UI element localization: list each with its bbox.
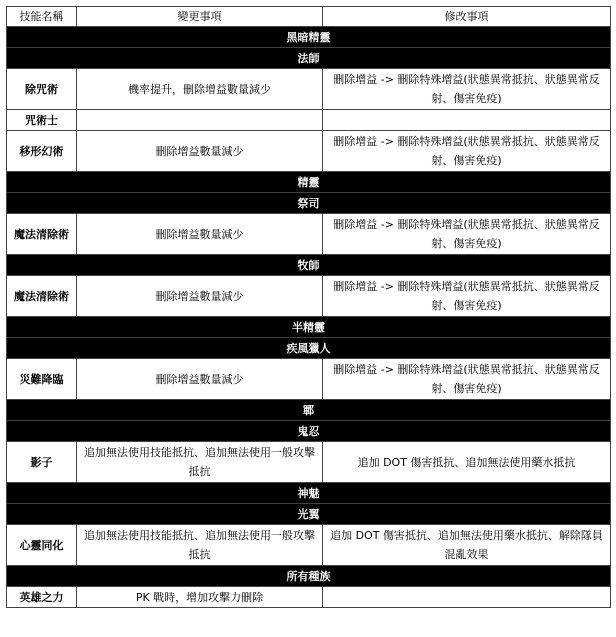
skill-name: 咒術士 <box>7 110 77 131</box>
section-label: 神魅 <box>7 483 611 504</box>
section-label: 牧師 <box>7 255 611 276</box>
table-row <box>7 110 611 131</box>
section-row <box>7 27 611 48</box>
section-row <box>7 400 611 421</box>
table-row <box>7 276 611 317</box>
modification-cell <box>323 587 611 608</box>
change-cell: 刪除增益數量減少 <box>77 276 323 317</box>
skill-name: 魔法清除術 <box>7 276 77 317</box>
modification-cell: 刪除增益 -> 刪除特殊增益(狀態異常抵抗、狀態異常反射、傷害免疫) <box>323 131 611 172</box>
section-row <box>7 172 611 193</box>
header-row <box>7 7 611 27</box>
change-cell: 追加無法使用技能抵抗、追加無法使用一般攻擊抵抗 <box>77 442 323 483</box>
modification-cell: 刪除增益 -> 刪除特殊增益(狀態異常抵抗、狀態異常反射、傷害免疫) <box>323 69 611 110</box>
skill-name: 移形幻術 <box>7 131 77 172</box>
modification-cell: 追加 DOT 傷害抵抗、追加無法使用藥水抵抗 <box>323 442 611 483</box>
header-modification: 修改事項 <box>323 7 611 27</box>
section-label: 鄆 <box>7 400 611 421</box>
section-row <box>7 317 611 338</box>
skill-change-table <box>6 6 611 608</box>
skill-name: 英雄之力 <box>7 587 77 608</box>
change-cell: 刪除增益數量減少 <box>77 214 323 255</box>
section-row <box>7 483 611 504</box>
table-row <box>7 359 611 400</box>
section-row <box>7 504 611 525</box>
change-cell: 機率提升，刪除增益數量減少 <box>77 69 323 110</box>
header-change: 變更事項 <box>77 7 323 27</box>
section-label: 精靈 <box>7 172 611 193</box>
section-row <box>7 48 611 69</box>
skill-name: 除咒術 <box>7 69 77 110</box>
section-label: 法師 <box>7 48 611 69</box>
section-label: 半精靈 <box>7 317 611 338</box>
change-cell: 刪除增益數量減少 <box>77 131 323 172</box>
table-row <box>7 69 611 110</box>
change-cell: 刪除增益數量減少 <box>77 359 323 400</box>
section-label: 疾風獵人 <box>7 338 611 359</box>
skill-name: 心靈同化 <box>7 525 77 566</box>
skill-name: 災難降臨 <box>7 359 77 400</box>
modification-cell: 追加 DOT 傷害抵抗、追加無法使用藥水抵抗、解除隊員混亂效果 <box>323 525 611 566</box>
section-row <box>7 193 611 214</box>
section-row <box>7 566 611 587</box>
section-row <box>7 338 611 359</box>
modification-cell: 刪除增益 -> 刪除特殊增益(狀態異常抵抗、狀態異常反射、傷害免疫) <box>323 359 611 400</box>
section-label: 黑暗精靈 <box>7 27 611 48</box>
section-label: 所有種族 <box>7 566 611 587</box>
skill-name: 影子 <box>7 442 77 483</box>
change-cell: PK 戰時，增加攻擊力刪除 <box>77 587 323 608</box>
header-skill-name: 技能名稱 <box>7 7 77 27</box>
section-label: 祭司 <box>7 193 611 214</box>
table-row <box>7 442 611 483</box>
change-cell <box>77 110 323 131</box>
section-row <box>7 421 611 442</box>
skill-name: 魔法清除術 <box>7 214 77 255</box>
section-label: 鬼忍 <box>7 421 611 442</box>
table-row <box>7 131 611 172</box>
modification-cell: 刪除增益 -> 刪除特殊增益(狀態異常抵抗、狀態異常反射、傷害免疫) <box>323 214 611 255</box>
modification-cell <box>323 110 611 131</box>
table-row <box>7 587 611 608</box>
change-cell: 追加無法使用技能抵抗、追加無法使用一般攻擊抵抗 <box>77 525 323 566</box>
section-row <box>7 255 611 276</box>
section-label: 光翼 <box>7 504 611 525</box>
table-row <box>7 525 611 566</box>
modification-cell: 刪除增益 -> 刪除特殊增益(狀態異常抵抗、狀態異常反射、傷害免疫) <box>323 276 611 317</box>
table-row <box>7 214 611 255</box>
